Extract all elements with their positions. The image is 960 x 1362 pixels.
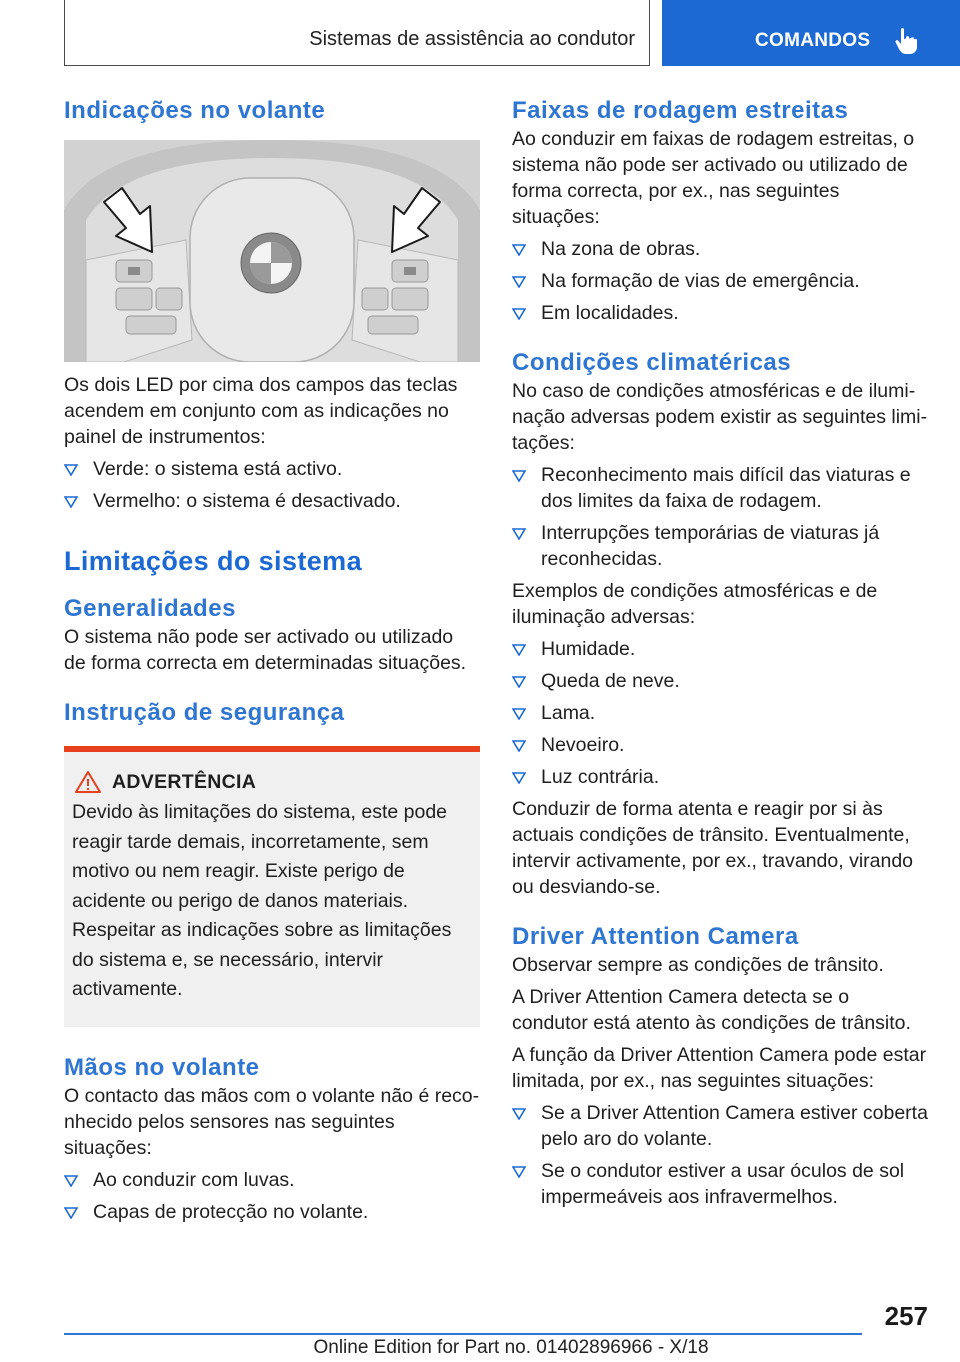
triangle-bullet-icon: [512, 708, 526, 720]
list-item: Queda de neve.: [512, 668, 928, 694]
footer-edition: Online Edition for Part no. 01402896966 - X/18: [313, 1337, 709, 1358]
list-item: Ao conduzir com luvas.: [64, 1167, 480, 1193]
warning-triangle-icon: [74, 770, 102, 794]
triangle-bullet-icon: [64, 496, 78, 508]
paragraph-camera-1: Observar sempre as condições de trânsito.: [512, 954, 884, 976]
triangle-bullet-icon: [512, 676, 526, 688]
heading-generalidades: Generalidades: [64, 595, 236, 622]
right-column: [512, 96, 928, 1210]
triangle-bullet-icon: [512, 244, 526, 256]
camera-list: [512, 1100, 928, 1210]
heading-instrucao: Instrução de segurança: [64, 699, 345, 726]
paragraph-led: Os dois LED por cima dos campos das teclas acendem em conjunto com as indicações no painel de instrumentos:: [64, 374, 458, 448]
steering-wheel-image: [64, 140, 480, 362]
triangle-bullet-icon: [512, 1166, 526, 1178]
paragraph-maos: O contacto das mãos com o volante não é reconhecido pelos sensores nas seguintes situações:: [64, 1084, 480, 1159]
warning-box: [64, 746, 480, 1027]
exemplos-list: [512, 636, 928, 790]
warning-text: Devido às limitações do sistema, este pode reagir tarde demais, incorretamente, sem motivo ou nem reagir. Existe perigo de acidente ou perigo de danos materiais. Respeitar as indicações sobre as limitações do sistema e, se necessário, intervir activamente.: [72, 801, 452, 1000]
triangle-bullet-icon: [512, 470, 526, 482]
list-item: Lama.: [512, 700, 928, 726]
header-section-title: Sistemas de assistência ao condutor: [309, 28, 635, 50]
list-item: Na zona de obras.: [512, 236, 928, 262]
maos-list: [64, 1167, 480, 1225]
list-item: Nevoeiro.: [512, 732, 928, 758]
list-item: Verde: o sistema está activo.: [64, 456, 480, 482]
heading-indicacoes: Indicações no volante: [64, 97, 326, 124]
triangle-bullet-icon: [64, 464, 78, 476]
paragraph-condicoes: No caso de condições atmosféricas e de iluminação adversas podem existir as seguintes limitações:: [512, 380, 928, 454]
triangle-bullet-icon: [512, 644, 526, 656]
paragraph-generalidades: O sistema não pode ser activado ou utilizado de forma correcta em determinadas situações.: [64, 626, 467, 674]
page-number: 257: [884, 1301, 928, 1331]
faixas-list: [512, 236, 928, 326]
header-chapter-tab[interactable]: [662, 0, 960, 66]
triangle-bullet-icon: [64, 1175, 78, 1187]
heading-maos: Mãos no volante: [64, 1053, 260, 1081]
triangle-bullet-icon: [512, 1108, 526, 1120]
left-column: [64, 96, 480, 1225]
heading-camera: Driver Attention Camera: [512, 923, 799, 950]
list-item: Se a Driver Attention Camera estiver coberta pelo aro do volante.: [512, 1100, 928, 1152]
list-item: Se o condutor estiver a usar óculos de sol impermeáveis aos infravermelhos.: [512, 1158, 928, 1210]
paragraph-camera-2: A Driver Attention Camera detecta se o condutor está atento às condições de trânsito.: [512, 986, 911, 1034]
triangle-bullet-icon: [512, 772, 526, 784]
list-item: Vermelho: o sistema é desactivado.: [64, 488, 480, 514]
led-list: [64, 456, 480, 514]
footer-divider: [64, 1333, 862, 1335]
header-chapter-title: COMANDOS: [755, 30, 871, 51]
warning-header: [74, 770, 472, 794]
paragraph-exemplos: Exemplos de condições atmosféricas e de iluminação adversas:: [512, 580, 878, 628]
paragraph-conduzir: Conduzir de forma atenta e reagir por si às actuais condições de trânsito. Eventualmente, intervir activamente, por ex., travando, virando ou desviando-se.: [512, 798, 914, 898]
list-item: Capas de protecção no volante.: [64, 1199, 480, 1225]
triangle-bullet-icon: [512, 276, 526, 288]
triangle-bullet-icon: [64, 1207, 78, 1219]
list-item: Reconhecimento mais difícil das viaturas e dos limites da faixa de rodagem.: [512, 462, 928, 514]
warning-title: ADVERTÊNCIA: [112, 770, 257, 793]
hand-pointer-icon: [894, 27, 920, 55]
list-item: Luz contrária.: [512, 764, 928, 790]
triangle-bullet-icon: [512, 740, 526, 752]
paragraph-faixas: Ao conduzir em faixas de rodagem estreitas, o sistema não pode ser activado ou utilizado de forma correcta, por ex., nas seguintes situações:: [512, 128, 915, 228]
list-item: Em localidades.: [512, 300, 928, 326]
triangle-bullet-icon: [512, 308, 526, 320]
list-item: Humidade.: [512, 636, 928, 662]
header-section-box: [64, 0, 650, 66]
list-item: Interrupções temporárias de viaturas já reconhecidas.: [512, 520, 928, 572]
list-item: Na formação de vias de emergência.: [512, 268, 928, 294]
paragraph-camera-3: A função da Driver Attention Camera pode estar limitada, por ex., nas seguintes situações:: [512, 1044, 927, 1092]
triangle-bullet-icon: [512, 528, 526, 540]
heading-limitacoes: Limitações do sistema: [64, 546, 363, 576]
heading-condicoes: Condições climatéricas: [512, 349, 792, 376]
condicoes-list: [512, 462, 928, 572]
heading-faixas: Faixas de rodagem estreitas: [512, 97, 849, 124]
